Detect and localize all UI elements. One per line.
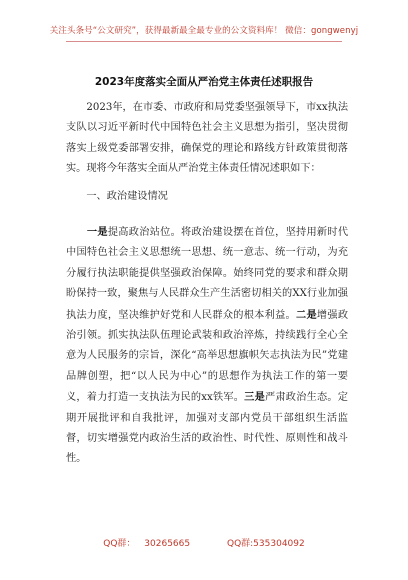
point-text-3: 严肃政治生态。定期开展批评和自我批评，加强对支部内党员干部组织生活监督，切实增强党内政治生活的政治性、时代性、原则性和战斗性。 [66, 392, 348, 465]
footer [0, 536, 408, 549]
point-lead-3: 三是 [244, 391, 265, 404]
header-banner: 关注头条号“公文研究”，获得最新最全最专业的公文资料库！ 微信：gongwenyj [49, 26, 359, 36]
footer-qq-group-2: QQ群:535304092 [226, 539, 305, 549]
header-divider [66, 41, 342, 42]
document-title: 2023年度落实全面从严治党主体责任述职报告 [94, 76, 314, 88]
point-lead-1: 一是 [86, 226, 108, 238]
point-lead-2: 二是 [296, 308, 317, 321]
point-text-1: 提高政治站位。将政治建设摆在首位，坚持用新时代中国特色社会主义思想统一思想、统一意志、统一行动，为充分履行执法职能提供坚强政治保障。始终同党的要求和群众期盼保持一致，聚焦与人民群众生产生活密切相关的XX行业加强执法力度，坚决维护好党和人民群众的根本利益。 [66, 227, 349, 321]
intro-text: 2023年，在市委、市政府和局党委坚强领导下，市xx执法支队以习近平新时代中国特色社会主义思想为指引，坚决贯彻落实上级党委部署安排，确保党的理论和路线方针政策贯彻落实。现将今年落实全面从严治党主体责任情况述职如下： [66, 102, 349, 175]
political-building-paragraph [66, 222, 348, 470]
point-text-2: 增强政治引领。抓实执法队伍理论武装和政治淬炼，持续践行全心全意为人民服务的宗旨，深化“高举思想旗帜矢志执法为民”党建品牌创塑，把“以人民为中心”的思想作为执法工作的第一要义，着力打造一支执法为民的xx铁军。 [66, 309, 349, 404]
footer-qq-group-1: QQ群： 30265665 [103, 539, 191, 549]
intro-paragraph [66, 98, 348, 180]
section-heading-text: 一、政治建设情况 [86, 191, 168, 202]
section-heading [66, 187, 348, 207]
